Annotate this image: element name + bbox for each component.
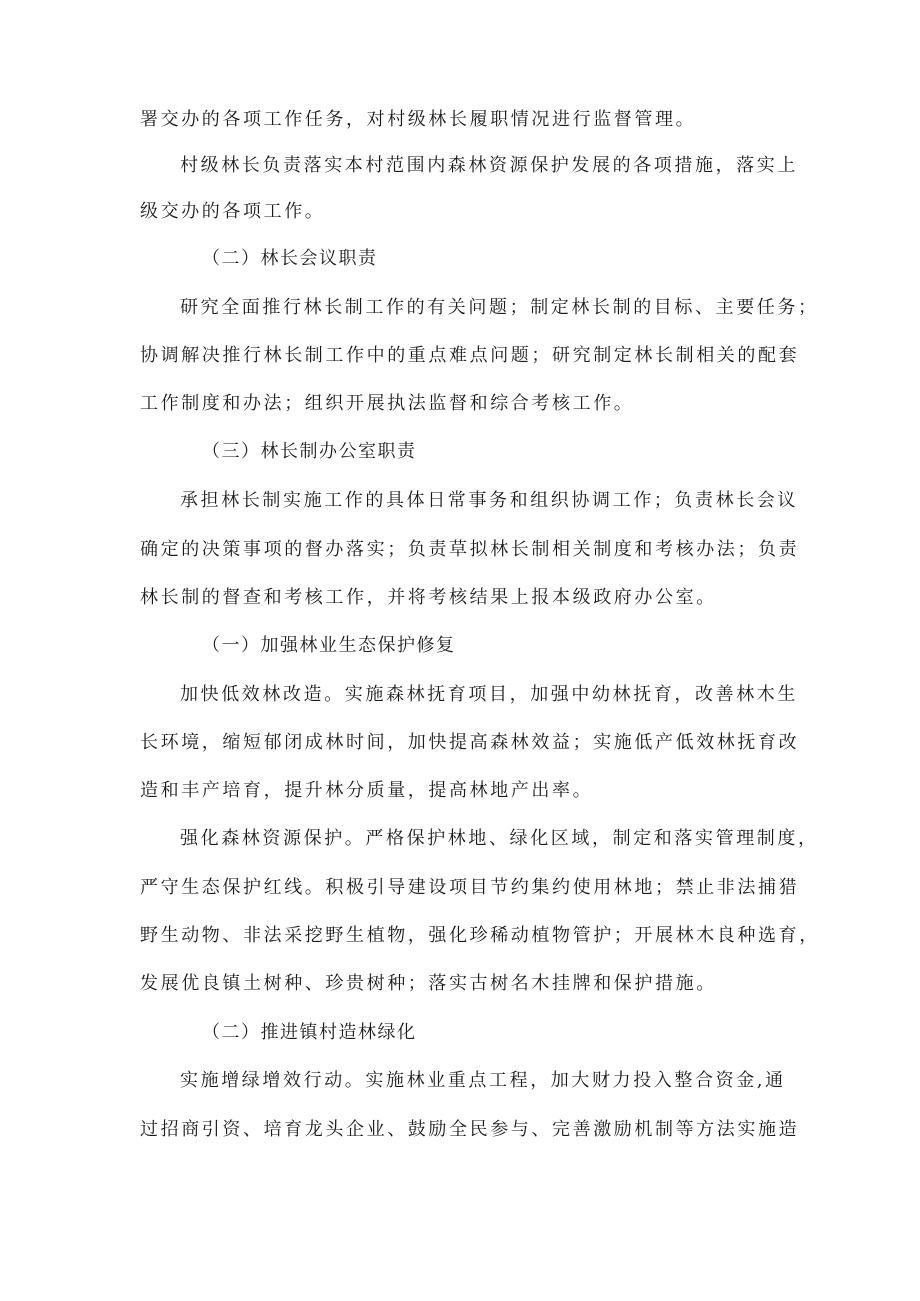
paragraph-line: 长环境，缩短郁闭成林时间，加快提高森林效益；实施低产低效林抚育改 — [140, 732, 800, 753]
paragraph-line: 严守生态保护红线。积极引导建设项目节约集约使用林地；禁止非法捕猎 — [140, 877, 800, 898]
paragraph-line: 造和丰产培育，提升林分质量，提高林地产出率。 — [140, 780, 594, 801]
section-heading: （二）推进镇村造林绿化 — [202, 1022, 417, 1043]
paragraph-line: 级交办的各项工作。 — [140, 201, 326, 222]
paragraph-line: 过招商引资、培育龙头企业、鼓励全民参与、完善激励机制等方法实施造 — [140, 1119, 800, 1140]
paragraph-line: 发展优良镇土树种、珍贵树种；落实古树名木挂牌和保护措施。 — [140, 973, 717, 994]
paragraph-line: 加快低效林改造。实施森林抚育项目，加强中幼林抚育，改善林木生 — [180, 684, 798, 705]
paragraph-line: 承担林长制实施工作的具体日常事务和组织协调工作；负责林长会议 — [180, 490, 798, 511]
paragraph-line: 确定的决策事项的督办落实；负责草拟林长制相关制度和考核办法；负责 — [140, 539, 800, 560]
section-heading: （二）林长会议职责 — [202, 248, 378, 269]
section-heading: （一）加强林业生态保护修复 — [202, 635, 456, 656]
paragraph-line: 协调解决推行林长制工作中的重点难点问题；研究制定林长制相关的配套 — [140, 345, 800, 366]
paragraph-line: 村级林长负责落实本村范围内森林资源保护发展的各项措施，落实上 — [180, 155, 798, 176]
paragraph-line: 林长制的督查和考核工作，并将考核结果上报本级政府办公室。 — [140, 587, 717, 608]
paragraph-line: 野生动物、非法采挖野生植物，强化珍稀动植物管护；开展林木良种选育， — [140, 925, 820, 946]
paragraph-line: 实施增绿增效行动。实施林业重点工程，加大财力投入整合资金,通 — [180, 1070, 786, 1091]
paragraph-line: 强化森林资源保护。严格保护林地、绿化区域，制定和落实管理制度， — [180, 828, 819, 849]
section-heading: （三）林长制办公室职责 — [202, 441, 417, 462]
paragraph-line: 工作制度和办法；组织开展执法监督和综合考核工作。 — [140, 393, 635, 414]
paragraph-line: 署交办的各项工作任务，对村级林长履职情况进行监督管理。 — [140, 109, 697, 130]
paragraph-line: 研究全面推行林长制工作的有关问题；制定林长制的目标、主要任务； — [180, 297, 819, 318]
